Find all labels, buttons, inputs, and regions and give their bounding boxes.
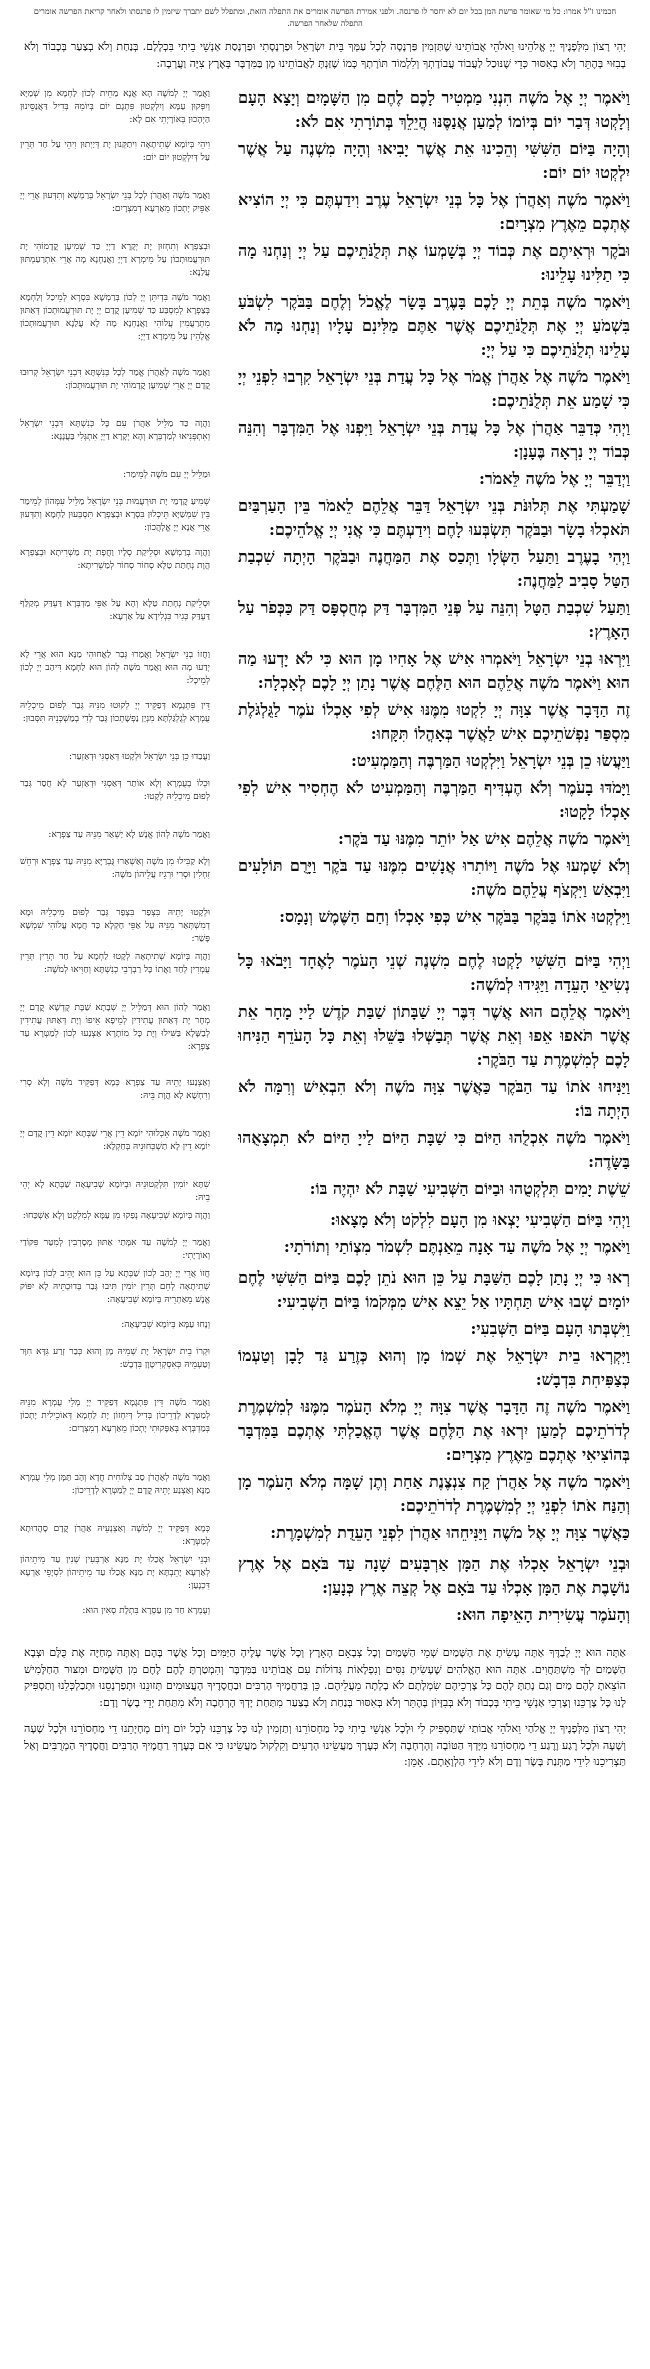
verse-aramaic: וּכְלוֹ בְעֻמְרָא וְלָא אוֹתַר דְּאַסְגִּי וּדְאַזְעַר לָא חֲסַר גְּבַר לְפוּם מֵיכְלֵיהּ לְקָטוּ: [20,779,210,802]
verse-row [20,1208,630,1232]
verse-aramaic: וּלְקָטוּ יָתֵיהּ בִּצְפַר בִּצְפַר גְּבַר לְפוּם מֵיכְלֵיהּ וּמָא דְמִשְׁתְּאַר מִנֵּיהּ עַל אַפֵּי חַקְלָא כַּד חֲמָא עֲלוֹהִי שִׁמְשָׁא פָּשַׁר: [20,908,210,944]
verse-hebrew: וַיֹּאמֶר מֹשֶׁה בְּתֵת יְיָ לָכֶם בָּעֶרֶב בָּשָׂר לֶאֱכֹל וְלֶחֶם בַּבֹּקֶר לִשְׂבֹּעַ בִּשְׁמֹעַ יְיָ אֶת תְּלֻנֹּתֵיכֶם אֲשֶׁר אַתֶּם מַלִּינִם עָלָיו וְנַחְנוּ מָה לֹא עָלֵינוּ תְלֻנֹּתֵיכֶם כִּי עַל יְיָ: [238,292,630,359]
verse-hebrew: וַיְהִי בַּיּוֹם הַשִּׁשִּׁי לָקְטוּ לֶחֶם מִשְׁנֶה שְׁנֵי הָעֹמֶר לָאֶחָד וַיָּבֹאוּ כָּל נְשִׂיאֵי הָעֵדָה וַיַּגִּידוּ לְמֹשֶׁה: [238,951,630,994]
verse-aramaic: וְלָא קַבִּילוּ מִן מֹשֶׁה וְאַשְׁאַרוּ גֻּבְרַיָּא מִנֵּיהּ עַד צַפְרָא וּרְחֵשׁ זִחְלִין וּסְרִי וּרְגֵיז עֲלֵיהוֹן מֹשֶׁה: [20,857,210,880]
verse-aramaic: וַאֲמַר מֹשֶׁה לְהוֹן אֱנָשׁ לָא יַשְׁאַר מִנֵּיהּ עַד צַפְרָא: [48,830,210,840]
verse-hebrew: וַיִּלְקְטוּ אֹתוֹ בַּבֹּקֶר בַּבֹּקֶר אִישׁ כְּפִי אָכְלוֹ וְחַם הַשֶּׁמֶשׁ וְנָמָס: [279,907,630,926]
verse-row [20,1126,630,1174]
verse-row [20,749,630,773]
verse-hebrew: וַיְהִי בַּיּוֹם הַשְּׁבִיעִי יָצְאוּ מִן הָעָם לִלְקֹט וְלֹא מָצָאוּ: [330,1210,630,1229]
verse-row [20,776,630,824]
verse-hebrew: וַיֹּאמֶר מֹשֶׁה אֶל אַהֲרֹן אֱמֹר אֶל כָּל עֲדַת בְּנֵי יִשְׂרָאֵל קִרְבוּ לִפְנֵי יְיָ כִּי שָׁמַע אֵת תְּלֻנֹּתֵיכֶם: [238,367,630,410]
verse-aramaic: וַאֲמַר יְיָ לְמֹשֶׁה עַד אִמָּתַי אַתּוּן מְסָרְבִין לְמִטַּר פִּקּוֹדַי וְאוֹרָיָתִי: [20,1238,210,1261]
verse-aramaic: וּמַלֵּיל יְיָ עִם מֹשֶׁה לְמֵימַר: [123,470,210,480]
verse-row [20,137,630,185]
verse-aramaic: וַחֲזוֹ בְנֵי יִשְׂרָאֵל וַאֲמַרוּ גְּבַר לַאֲחוּהִי מַנָּא הוּא אֲרֵי לָא יְדַעוּ מָה הוּא וַאֲמַר מֹשֶׁה לְהוֹן הוּא לַחְמָא דִּיהַב יְיָ לְכוֹן לְמֵיכָל: [20,650,210,686]
verse-aramaic: וַאֲמַר מֹשֶׁה וְאַהֲרֹן לְכָל בְּנֵי יִשְׂרָאֵל בְּרַמְשָׁא וְתִדְּעוּן אֲרֵי יְיָ אַפֵּיק יָתְכוֹן מֵאַרְעָא דְמִצְרָיִם: [20,191,210,214]
verse-aramaic: וְנָחוּ עַמָּא בְּיוֹמָא שְׁבִיעָאָה: [121,1320,210,1330]
verse-row [20,1177,630,1205]
verse-row [20,1470,630,1518]
verse-aramaic: וַאֲמַר מֹשֶׁה לְאַהֲרֹן סַב צְלוֹחִית חֲדָא וְהַב תַּמָּן מְלֵי עֻמְרָא מַנָּא וְאַצְנַע יָתֵיהּ קֳדָם יְיָ לְמַטְּרָא לְדָרֵיכוֹן: [20,1473,210,1496]
verse-hebrew: וַיִּשְׁבְּתוּ הָעָם בַּיּוֹם הַשְּׁבִעִי: [470,1319,630,1338]
verse-row [20,494,630,542]
verse-row [20,698,630,746]
verse-aramaic: וַהֲוָה בְּיוֹמָא שְׁתִיתָאָה לְקָטוּ לַחְמָא עַל חַד תְּרֵין תְּרֵין עֻמְרִין לְחַד וַאֲתוֹ כָּל רַבְרְבֵי כְנִשְׁתָּא וְחַוִּיאוּ לְמֹשֶׁה: [20,952,210,975]
verse-row [20,1552,630,1600]
verse-row [20,86,630,134]
verse-row [20,545,630,593]
verse-row [20,854,630,902]
verse-hebrew: וַיֹּאמֶר אֲלֵהֶם הוּא אֲשֶׁר דִּבֶּר יְיָ שַׁבָּתוֹן שַׁבַּת קֹדֶשׁ לַייָ מָחָר אֵת אֲשֶׁר תֹּאפוּ אֵפוּ וְאֵת אֲשֶׁר תְּבַשְּׁלוּ בַּשֵּׁלוּ וְאֵת כָּל הָעֹדֵף הַנִּיחוּ לָכֶם לְמִשְׁמֶרֶת עַד הַבֹּקֶר: [238,1002,630,1069]
verse-aramaic: וַעֲבַדוּ כֵן בְּנֵי יִשְׂרָאֵל וּלְקָטוּ דְּאַסְגִּי וּדְאַזְעַר: [69,752,210,762]
verse-row [20,1344,630,1392]
verse-hebrew: וַיָּמֹדּוּ בָעֹמֶר וְלֹא הֶעְדִּיף הַמַּרְבֶּה וְהַמַּמְעִיט לֹא הֶחְסִיר אִישׁ לְפִי אָכְלוֹ לָקָטוּ: [238,778,630,821]
verse-hebrew: שֵׁשֶׁת יָמִים תִּלְקְטֻהוּ וּבַיּוֹם הַשְּׁבִיעִי שַׁבָּת לֹא יִהְיֶה בּוֹ: [309,1179,630,1198]
verse-hebrew: וְהָיָה בַּיּוֹם הַשִּׁשִּׁי וְהֵכִינוּ אֵת אֲשֶׁר יָבִיאוּ וְהָיָה מִשְׁנֶה עַל אֲשֶׁר יִלְקְטוּ יוֹם יוֹם: [238,139,630,182]
verse-hebrew: זֶה הַדָּבָר אֲשֶׁר צִוָּה יְיָ לִקְטוּ מִמֶּנּוּ אִישׁ לְפִי אָכְלוֹ עֹמֶר לַגֻּלְגֹּלֶת מִסְפַּר נַפְשֹׁתֵיכֶם אִישׁ לַאֲשֶׁר בְּאָהֳלוֹ תִּקָּחוּ: [238,700,630,743]
verse-hebrew: רְאוּ כִּי יְיָ נָתַן לָכֶם הַשַּׁבָּת עַל כֵּן הוּא נֹתֵן לָכֶם בַּיּוֹם הַשִּׁשִּׁי לֶחֶם יוֹמָיִם שְׁבוּ אִישׁ תַּחְתָּיו אַל יֵצֵא אִישׁ מִמְּקֹמוֹ בַּיּוֹם הַשְּׁבִיעִי: [238,1268,630,1311]
verse-hebrew: וַיֹּאמֶר מֹשֶׁה אֲלֵהֶם אִישׁ אַל יוֹתֵר מִמֶּנּוּ עַד בֹּקֶר: [338,829,630,848]
verse-hebrew: וַיִּקְרְאוּ בֵית יִשְׂרָאֵל אֶת שְׁמוֹ מָן וְהוּא כְּזֶרַע גַּד לָבָן וְטַעְמוֹ כְּצַפִּיחִת בִּדְבָשׁ: [238,1346,630,1389]
verse-hebrew: וְלֹא שָׁמְעוּ אֶל מֹשֶׁה וַיּוֹתִרוּ אֲנָשִׁים מִמֶּנּוּ עַד בֹּקֶר וַיָּרֻם תּוֹלָעִים וַיִּבְאַשׁ וַיִּקְצֹף עֲלֵהֶם מֹשֶׁה: [238,856,630,899]
verse-hebrew: וַיְדַבֵּר יְיָ אֶל מֹשֶׁה לֵּאמֹר: [478,469,630,488]
verses-list [20,86,630,1627]
verse-hebrew: וְהָעֹמֶר עֲשִׂירִית הָאֵיפָה הוּא: [456,1605,630,1624]
verse-row [20,949,630,997]
verse-aramaic: וְאַצְנַעוּ יָתֵיהּ עַד צַפְרָא כְּמָא דְּפַקֵּיד מֹשֶׁה וְלָא סְרִי וְרִחְשָׁא לָא הֲוָת בֵּיהּ: [20,1078,210,1101]
verse-aramaic: שִׁתָּא יוֹמִין תִּלְקְטוּנֵיהּ וּבְיוֹמָא שְׁבִיעָאָה שַׁבְּתָא לָא יְהֵי בֵיהּ: [20,1180,210,1203]
verse-aramaic: וַאֲמַר מֹשֶׁה אֵכְלוּהִי יוֹמָא דֵין אֲרֵי שַׁבְּתָא יוֹמָא דֵין קֳדָם יְיָ יוֹמָא דֵין לָא תַשְׁכְּחוּנֵיהּ בְּחַקְלָא: [20,1129,210,1152]
verse-aramaic: וַאֲמַר מֹשֶׁה לְאַהֲרֹן אֱמַר לְכָל כְּנִשְׁתָּא דִּבְנֵי יִשְׂרָאֵל קְרוּבוּ קֳדָם יְיָ אֲרֵי שְׁמִיעָן קֳדָמוֹהִי יָת תּוּרְעֲמוּתְכוֹן: [20,368,210,391]
intro-note: חכמינו ז"ל אמרו: כל מי שאומר פרשת המן בכל יום לא יחסר לו פרנסה. ולפני אמירת הפרשה אומרים את התפלה הזאת, ומתפלל לשם יתברך שיזמין לו פרנסתו ולאחר קריאת הפרשה אומרים התפלה שלאחר הפרשה. [33,7,617,28]
verse-row [20,467,630,491]
verse-aramaic: וַאֲמַר מֹשֶׁה דֵּין פִּתְגָמָא דְּפַקֵּיד יְיָ מְלֵי עֻמְרָא מִנֵּיהּ לְמַטְּרָא לְדָרֵיכוֹן בְּדִיל דְּיִחְזוֹן יָת לַחְמָא דְּאוֹכֵילִית יָתְכוֹן בְּמַדְבְּרָא בְּאַפָּקוּתִי יָתְכוֹן מֵאַרְעָא דְמִצְרָיִם: [20,1398,210,1434]
verse-hebrew: וּבֹקֶר וּרְאִיתֶם אֶת כְּבוֹד יְיָ בְּשָׁמְעוֹ אֶת תְּלֻנֹּתֵיכֶם עַל יְיָ וְנַחְנוּ מָה כִּי תַלִּינוּ עָלֵינוּ: [238,241,630,284]
verse-aramaic: וַהֲוָה כַּד מַלֵּיל אַהֲרֹן עִם כָּל כְּנִשְׁתָּא דִּבְנֵי יִשְׂרָאֵל וְאִתְפְּנִיאוּ לְמַדְבְּרָא וְהָא יְקָרָא דַיְיָ אִתְגְּלִי בַּעֲנָנָא: [20,419,210,442]
verse-aramaic: וַהֲוָה בְרַמְשָׁא וּסְלֵיקַת סְלָיו וַחֲפָת יָת מַשְׁרִיתָא וּבְצַפְרָא הֲוָת נְחָתַת טַלָּא סְחוֹר סְחוֹר לְמַשְׁרִיתָא: [20,548,210,571]
verse-row [20,596,630,644]
verse-row [20,1075,630,1123]
verse-row [20,188,630,236]
opening-prayer: יְהִי רָצוֹן מִלְּפָנֶיךָ יְיָ אֱלֹהֵינוּ וֵאלֹהֵי אֲבוֹתֵינוּ שֶׁתַּזְמִין פַּרְנָסָה לְכָל עַמְּךָ בֵּית יִשְׂרָאֵל וּפַרְנָסָתִי וּפַרְנָסַת אַנְשֵׁי בֵיתִי בִּכְלָלָם. בְּנַחַת וְלֹא בְצַעַר בְּכָבוֹד וְלֹא בְבִזּוּי בְּהֶתֵּר וְלֹא בְאִסּוּר כְּדֵי שֶׁנּוּכַל לַעֲבוֹד עֲבוֹדָתְךָ וְלִלְמוֹד תּוֹרָתְךָ כְּמוֹ שֶׁזַּנְתָּ לַאֲבוֹתֵינוּ מָן בַּמִּדְבָּר בְּאֶרֶץ צִיָּה וַעֲרָבָה: [24,40,626,70]
verse-hebrew: וַיֹּאמֶר יְיָ אֶל מֹשֶׁה עַד אָנָה מֵאַנְתֶּם לִשְׁמֹר מִצְוֹתַי וְתוֹרֹתָי: [283,1237,630,1256]
verse-row [20,1395,630,1467]
verse-row [20,239,630,287]
verse-aramaic: וִיהֵי בְּיוֹמָא שְׁתִיתָאָה וִיתַקְּנוּן יָת דְּיַיְתוּן וִיהֵי עַל חַד תְּרֵין עַל דְּיִלְקְטוּן יוֹם יוֹם: [20,140,210,163]
verse-aramaic: וַהֲוָה בְּיוֹמָא שְׁבִיעָאָה נְפַקוּ מִן עַמָּא לְמִלְקַט וְלָא אַשְׁכַּחוּ: [22,1211,210,1221]
verse-hebrew: וַיַּנִּיחוּ אֹתוֹ עַד הַבֹּקֶר כַּאֲשֶׁר צִוָּה מֹשֶׁה וְלֹא הִבְאִישׁ וְרִמָּה לֹא הָיְתָה בּוֹ: [238,1077,630,1120]
verse-hebrew: וַיַּעֲשׂוּ כֵן בְּנֵי יִשְׂרָאֵל וַיִּלְקְטוּ הַמַּרְבֶּה וְהַמַּמְעִיט: [351,751,630,770]
verse-row [20,827,630,851]
verse-hebrew: וַיֹּאמֶר מֹשֶׁה אִכְלֻהוּ הַיּוֹם כִּי שַׁבָּת הַיּוֹם לַייָ הַיּוֹם לֹא תִמְצָאֻהוּ בַּשָּׂדֶה: [238,1128,630,1171]
verse-hebrew: וַיְהִי כְּדַבֵּר אַהֲרֹן אֶל כָּל עֲדַת בְּנֵי יִשְׂרָאֵל וַיִּפְנוּ אֶל הַמִּדְבָּר וְהִנֵּה כְּבוֹד יְיָ נִרְאָה בֶּעָנָן: [238,418,630,461]
verse-hebrew: וַיֹּאמֶר מֹשֶׁה זֶה הַדָּבָר אֲשֶׁר צִוָּה יְיָ מְלֹא הָעֹמֶר מִמֶּנּוּ לְמִשְׁמֶרֶת לְדֹרֹתֵיכֶם לְמַעַן יִרְאוּ אֶת הַלֶּחֶם אֲשֶׁר הֶאֱכַלְתִּי אֶתְכֶם בַּמִּדְבָּר בְּהוֹצִיאִי אֶתְכֶם מֵאֶרֶץ מִצְרָיִם: [238,1397,630,1464]
verse-aramaic: כְּמָא דְּפַקֵּיד יְיָ לְמֹשֶׁה וְאַצְנְעֵיהּ אַהֲרֹן קֳדָם סָהֲדוּתָא לְמַטְּרָא: [20,1524,210,1547]
verse-hebrew: וַיִּרְאוּ בְנֵי יִשְׂרָאֵל וַיֹּאמְרוּ אִישׁ אֶל אָחִיו מָן הוּא כִּי לֹא יָדְעוּ מַה הוּא וַיֹּאמֶר מֹשֶׁה אֲלֵהֶם הוּא הַלֶּחֶם אֲשֶׁר נָתַן יְיָ לָכֶם לְאָכְלָה: [238,649,630,692]
closing-prayer-2: יְהִי רָצוֹן מִלְּפָנֶיךָ יְיָ אֱלֹהַי וֵאלֹהֵי אֲבוֹתַי שֶׁתַּסְפִּיק לִי וּלְכָל אַנְשֵׁי בֵיתִי כָּל מַחְסוֹרֵנוּ וְתַזְמִין לָנוּ כָּל צָרְכֵּנוּ לְכָל יוֹם וָיוֹם מְחָיָתֵנוּ דֵי מַחְסוֹרֵנוּ וּלְכָל שָׁעָה וְשָׁעָה וּלְכָל רֶגַע וָרֶגַע דֵי מַחְסוֹרֵנוּ מִיָּדְךָ הַטּוֹבָה וְהָרְחָבָה וְלֹא כְּעֶרֶךְ מַעֲשֵׂינוּ הָרָעִים וְקִלְקוּל מַעֲשֵׂינוּ כִּי אִם כְּעֶרֶךְ רַחֲמֶיךָ הָרַבִּים וַחֲסָדֶיךָ הַמְרֻבִּים וְאַל תַּצְרִיכֵנוּ לִידֵי מַתְּנַת בָּשָׂר וָדָם וְלֹא לִידֵי הַלְוָאָתָם. אָמֵן: [24,1722,626,1768]
verse-aramaic: חֲזוֹ אֲרֵי יְיָ יְהַב לְכוֹן שַׁבְּתָא עַל כֵּן הוּא יָהֵיב לְכוֹן בְּיוֹמָא שְׁתִיתָאָה לְחֵם תְּרֵין יוֹמִין תִּיבוּ גְּבַר בְּדוּכְתֵּיהּ לָא יִפּוֹק אֱנָשׁ מֵאַתְרֵיהּ בְּיוֹמָא שְׁבִיעָאָה: [20,1269,210,1305]
verse-row [20,1521,630,1549]
verse-row [20,1603,630,1627]
verse-aramaic: וּסְלֵיקַת נְחָתַת טַלָּא וְהָא עַל אַפֵּי מַדְבְּרָא דַּעְדַּק מְקַלַּף דַּעְדַּק כְּגִיר כִּגְלִידָא עַל אַרְעָא: [20,599,210,622]
verse-row [20,647,630,695]
verse-aramaic: וַאֲמַר לְהוֹן הוּא דְּמַלֵּיל יְיָ שְׁבָתָא שַׁבָּת קֻדְשָׁא קֳדָם יְיָ מְחָר יָת דְּאַתּוּן עֲתִידִין לְמֵיפָא אֵיפוֹ וְיָת דְּאַתּוּן עֲתִידִין לְבַשָּׁלָא בַּשִּׁילוּ וְיָת כָּל מוֹתָרָא אַצְנַעוּ לְכוֹן לְמַטְּרָא עַד צַפְרָא: [20,1003,210,1052]
verse-row [20,290,630,362]
verse-hebrew: וַתַּעַל שִׁכְבַת הַטָּל וְהִנֵּה עַל פְּנֵי הַמִּדְבָּר דַּק מְחֻסְפָּס דַּק כַּכְּפֹר עַל הָאָרֶץ: [238,598,631,641]
verse-aramaic: שְׁמִיעַ קֳדָמַי יָת תּוּרְעֲמוּת בְּנֵי יִשְׂרָאֵל מַלֵּיל עִמְּהוֹן לְמֵימַר בֵּין שִׁמְשַׁיָּא תֵּיכְלוּן בִּסְרָא וּבְצַפְרָא תִּסְבְּעוּן לַחְמָא וְתִדְּעוּן אֲרֵי אֲנָא יְיָ אֱלָהֲכוֹן: [20,497,210,533]
verse-row [20,1317,630,1341]
verse-row [20,905,630,946]
verse-row [20,1235,630,1263]
verse-hebrew: כַּאֲשֶׁר צִוָּה יְיָ אֶל מֹשֶׁה וַיַּנִּיחֵהוּ אַהֲרֹן לִפְנֵי הָעֵדֻת לְמִשְׁמָרֶת: [270,1523,630,1542]
verse-row [20,416,630,464]
verse-aramaic: וְעֻמְרָא חַד מִן עַסְרָא בִּתְלָת סְאִין הוּא: [82,1606,210,1616]
verse-aramaic: וּבְנֵי יִשְׂרָאֵל אֲכַלוּ יָת מַנָּא אַרְבְּעִין שְׁנִין עַד מֵיתֵיהוֹן לְאַרְעָא יָתֵבְתָּא יָת מַנָּא אֲכַלוּ עַד מֵיתֵיהוֹן לִסְיָפֵי אַרְעָא דִּכְנָעַן: [20,1555,210,1591]
verse-aramaic: וַאֲמַר יְיָ לְמֹשֶׁה הָא אֲנָא מַחֵית לְכוֹן לַחְמָא מִן שְׁמַיָּא וְיִפְּקוּן עַמָּא וְיִלְקְטוּן פִּתְגָם יוֹם בְּיוֹמֵהּ בְּדִיל דַּאֲנַסֵּינוּן הַיְהָכוּן בְּאוֹרָיְתִי אִם לָא: [20,89,210,125]
verse-aramaic: וּקְרוֹ בֵית יִשְׂרָאֵל יָת שְׁמֵיהּ מָן וְהוּא כְּבַר זְרַע גִּדָּא חִוָּר וְטַעְמֵיהּ כְּאִסְקְרִיטָוָן בִּדְבָשׁ: [20,1347,210,1370]
verse-hebrew: וַיְהִי בָעֶרֶב וַתַּעַל הַשְּׂלָו וַתְּכַס אֶת הַמַּחֲנֶה וּבַבֹּקֶר הָיְתָה שִׁכְבַת הַטַּל סָבִיב לַמַּחֲנֶה: [238,547,630,590]
verse-hebrew: וַיֹּאמֶר מֹשֶׁה אֶל אַהֲרֹן קַח צִנְצֶנֶת אַחַת וְתֶן שָׁמָּה מְלֹא הָעֹמֶר מָן וְהַנַּח אֹתוֹ לִפְנֵי יְיָ לְמִשְׁמֶרֶת לְדֹרֹתֵיכֶם: [238,1472,630,1515]
verse-aramaic: דֵּין פִּתְגָמָא דְּפַקֵּיד יְיָ לְקוּטוּ מִנֵּיהּ גְּבַר לְפוּם מֵיכְלֵיהּ עֻמְרָא לְגֻלְגַּלְתָּא מִנְיַן נַפְשָׁתְכוֹן גְּבַר לְדִי בְמַשְׁכְּנֵיהּ תִּסְּבוּן: [20,701,210,724]
closing-prayer: אַתָּה הוּא יְיָ לְבַדֶּךָ אַתָּה עָשִׂיתָ אֶת הַשָּׁמַיִם שְׁמֵי הַשָּׁמַיִם וְכָל צְבָאָם הָאָרֶץ וְכָל אֲשֶׁר עָלֶיהָ הַיַּמִּים וְכָל אֲשֶׁר בָּהֶם וְאַתָּה מְחַיֶּה אֶת כֻּלָּם וּצְבָא הַשָּׁמַיִם לְךָ מִשְׁתַּחֲוִים. אַתָּה הוּא הָאֱלֹהִים שֶׁעָשִׂיתָ נִסִּים וְנִפְלָאוֹת גְּדוֹלוֹת עִם אֲבוֹתֵינוּ בַּמִּדְבָּר וְהִמְטַרְתָּ לָהֶם לֶחֶם מִן הַשָּׁמַיִם וּמִצּוּר הַחַלָּמִישׁ הוֹצֵאתָ לָהֶם מַיִם וְגַם נָתַתָּ לָהֶם כָּל צָרְכֵיהֶם שִׂמְלָתָם לֹא בָלְתָה מֵעֲלֵיהֶם. כֵּן בְּרַחֲמֶיךָ הָרַבִּים וּבַחֲסָדֶיךָ הָעֲצוּמִים תְּזוּנֵנוּ וּתְפַרְנְסֵנוּ וּתְכַלְכְּלֵנוּ וְתַסְפִּיק לָנוּ כָּל צָרְכֵּנוּ וְצָרְכֵי אַנְשֵׁי בֵיתִי בְּכָבוֹד וְלֹא בְּבִזָּיוֹן בְּהֶתֵּר וְלֹא בְּאִסּוּר בְּנַחַת וְלֹא בְצַעַר מִתַּחַת יָדְךָ הָרְחָבָה וְלֹא מִתַּחַת יְדֵי בָשָׂר וָדָם: [24,1646,626,1709]
verse-hebrew: וַיֹּאמֶר מֹשֶׁה וְאַהֲרֹן אֶל כָּל בְּנֵי יִשְׂרָאֵל עֶרֶב וִידַעְתֶּם כִּי יְיָ הוֹצִיא אֶתְכֶם מֵאֶרֶץ מִצְרָיִם: [238,190,630,233]
verse-hebrew: שָׁמַעְתִּי אֶת תְּלוּנֹּת בְּנֵי יִשְׂרָאֵל דַּבֵּר אֲלֵהֶם לֵאמֹר בֵּין הָעַרְבַּיִם תֹּאכְלוּ בָשָׂר וּבַבֹּקֶר תִּשְׂבְּעוּ לָחֶם וִידַעְתֶּם כִּי אֲנִי יְיָ אֱלֹהֵיכֶם: [238,496,630,539]
verse-row [20,1266,630,1314]
verse-aramaic: וּבְצַפְרָא וְתִחְזוּן יָת יְקָרָא דַיְיָ כַּד שְׁמִיעָן קֳדָמוֹהִי יָת תּוּרְעֲמוּתְכוֹן עַל מֵימְרָא דַיְיָ וַאֲנַחְנָא מָה אֲרֵי אִתְרַעַמְתּוּן עֲלַנָא: [20,242,210,278]
verse-row [20,365,630,413]
verse-hebrew: וּבְנֵי יִשְׂרָאֵל אָכְלוּ אֶת הַמָּן אַרְבָּעִים שָׁנָה עַד בֹּאָם אֶל אֶרֶץ נוֹשָׁבֶת אֶת הַמָּן אָכְלוּ עַד בֹּאָם אֶל קְצֵה אֶרֶץ כְּנָעַן: [238,1554,630,1597]
verse-row [20,1000,630,1072]
verse-hebrew: וַיֹּאמֶר יְיָ אֶל מֹשֶׁה הִנְנִי מַמְטִיר לָכֶם לֶחֶם מִן הַשָּׁמָיִם וְיָצָא הָעָם וְלָקְטוּ דְּבַר יוֹם בְּיוֹמוֹ לְמַעַן אֲנַסֶּנּוּ הֲיֵלֵךְ בְּתוֹרָתִי אִם לֹא: [238,88,630,131]
verse-aramaic: וַאֲמַר מֹשֶׁה בִּדְיִתֵּן יְיָ לְכוֹן בְּרַמְשָׁא בִּסְרָא לְמֵיכַל וְלַחְמָא בְּצַפְרָא לְמִסְבַּע כַּד שְׁמִיעָן קֳדָם יְיָ יָת תּוּרְעֲמוּתְכוֹן דְּאַתּוּן מִתְרַעֲמִין עֲלוֹהִי וַאֲנַחְנָא מָה לָא עֲלַנָא תּוּרְעֲמוּתְכוֹן אֱלָהֵין עַל מֵימְרָא דַיְיָ: [20,293,210,342]
